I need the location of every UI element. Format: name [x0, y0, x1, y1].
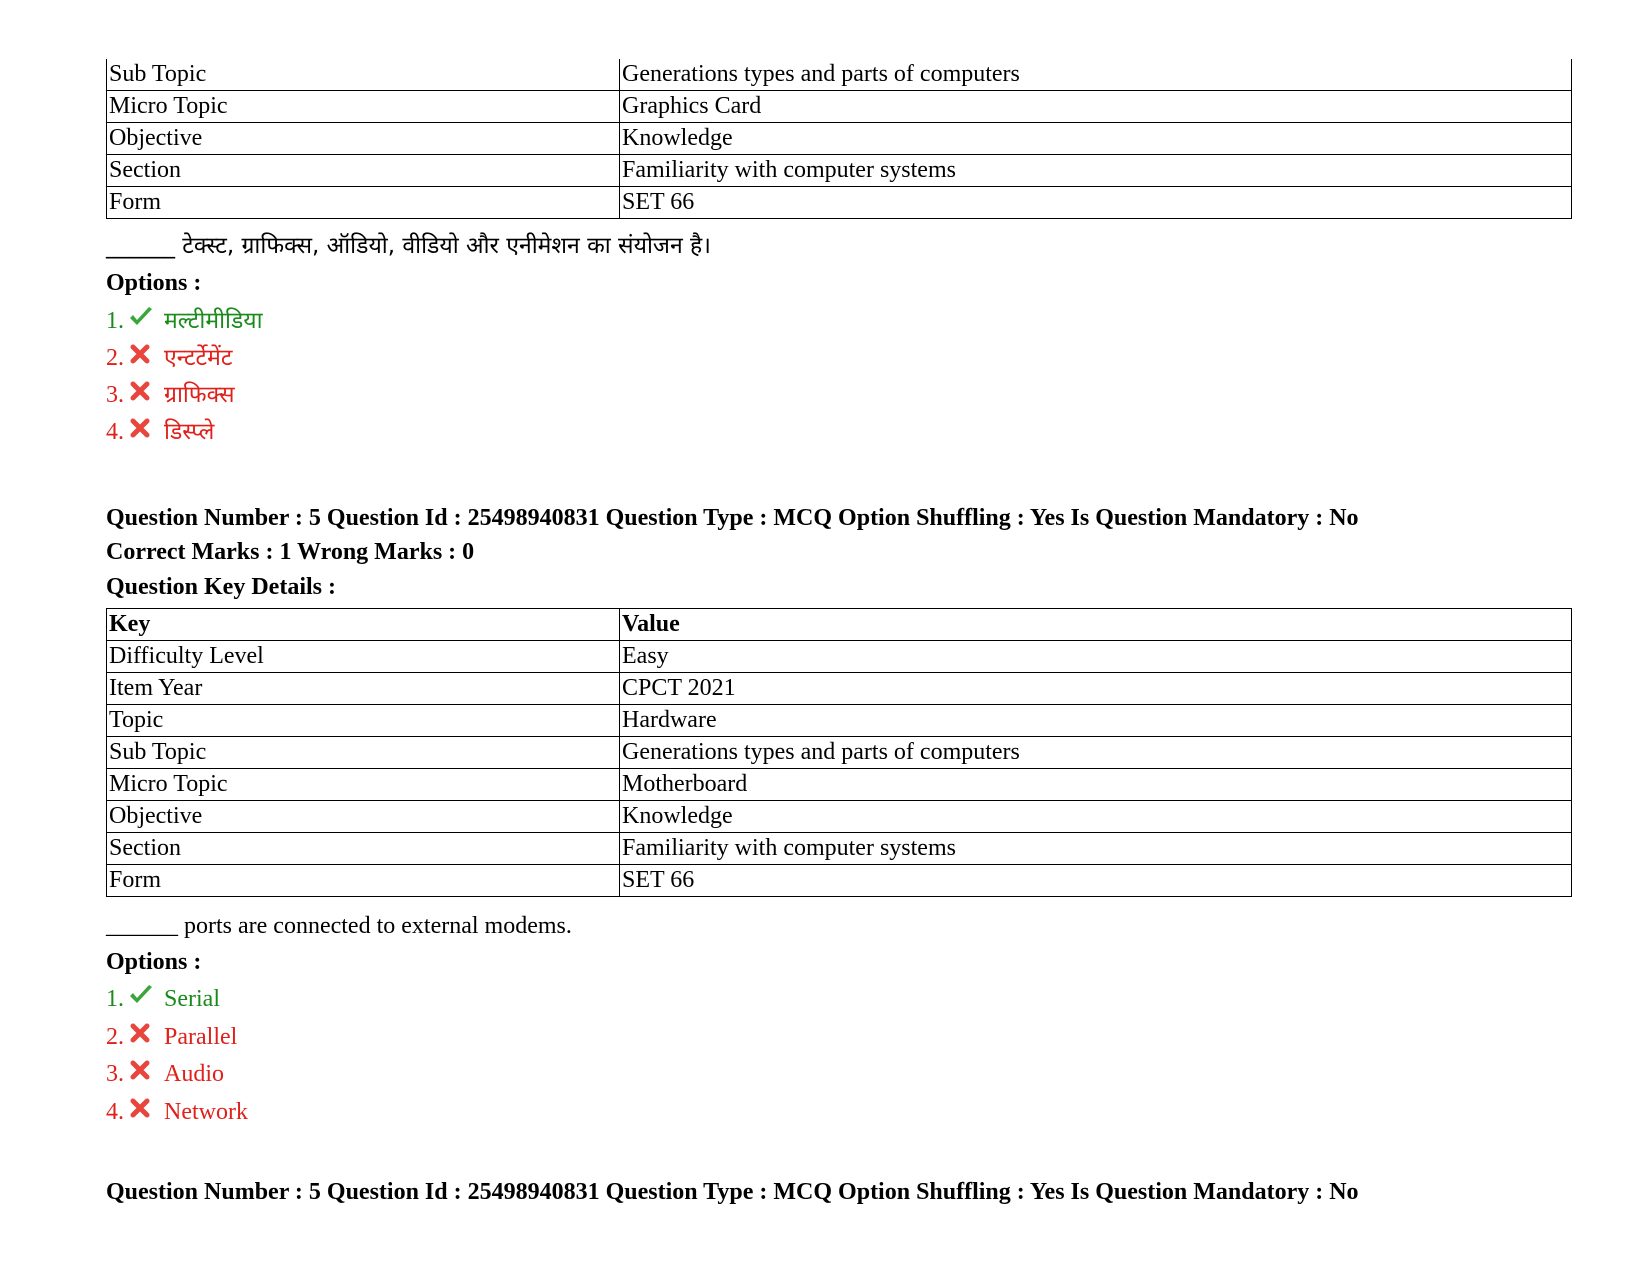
option-text: Network [164, 1099, 248, 1125]
table-cell-value: Easy [620, 641, 1572, 673]
table-cell-key: Objective [107, 801, 620, 833]
option-text: एन्टर्टेमेंट [164, 345, 233, 371]
option-number: 1. [106, 986, 124, 1012]
cross-icon [128, 416, 154, 440]
marks-line: Correct Marks : 1 Wrong Marks : 0 [106, 539, 475, 565]
table-row [107, 59, 1572, 91]
table-row [107, 865, 1572, 897]
option-item [106, 1096, 248, 1128]
table-row [107, 91, 1572, 123]
table-cell-key: Section [107, 833, 620, 865]
option-text: Serial [164, 986, 220, 1012]
table-row [107, 155, 1572, 187]
table-row [107, 769, 1572, 801]
table-row [107, 801, 1572, 833]
option-text: मल्टीमीडिया [164, 308, 263, 334]
option-number: 3. [106, 1061, 124, 1087]
table-cell-value: Motherboard [620, 769, 1572, 801]
option-number: 1. [106, 308, 124, 334]
table-cell-value: Generations types and parts of computers [620, 737, 1572, 769]
cross-icon [128, 342, 154, 366]
options-label: Options : [106, 949, 202, 975]
key-details-table-1 [106, 59, 1572, 219]
table-row [107, 123, 1572, 155]
table-cell-key: Difficulty Level [107, 641, 620, 673]
key-details-label: Question Key Details : [106, 574, 336, 600]
table-cell-key: Topic [107, 705, 620, 737]
option-item [106, 379, 235, 411]
table-cell-value: Generations types and parts of computers [620, 59, 1572, 91]
table-cell-value: Familiarity with computer systems [620, 155, 1572, 187]
table-cell-key: Item Year [107, 673, 620, 705]
question-text: ______ ports are connected to external modems. [106, 913, 572, 939]
table-cell-key: Section [107, 155, 620, 187]
table-cell-value: SET 66 [620, 187, 1572, 219]
option-item [106, 416, 214, 448]
table-cell-key: Objective [107, 123, 620, 155]
option-number: 4. [106, 1099, 124, 1125]
option-item [106, 1021, 237, 1053]
check-icon [128, 983, 154, 1007]
option-item [106, 342, 232, 374]
table-header-value: Value [620, 609, 1572, 641]
table-cell-value: CPCT 2021 [620, 673, 1572, 705]
option-number: 4. [106, 419, 124, 445]
table-cell-key: Form [107, 865, 620, 897]
table-row [107, 641, 1572, 673]
cross-icon [128, 379, 154, 403]
option-item [106, 1058, 224, 1090]
table-cell-key: Micro Topic [107, 769, 620, 801]
table-cell-key: Form [107, 187, 620, 219]
table-cell-key: Sub Topic [107, 59, 620, 91]
table-row [107, 673, 1572, 705]
table-cell-value: Graphics Card [620, 91, 1572, 123]
option-text: डिस्प्ले [164, 419, 215, 445]
table-row [107, 737, 1572, 769]
table-cell-value: SET 66 [620, 865, 1572, 897]
table-cell-key: Micro Topic [107, 91, 620, 123]
check-icon [128, 305, 154, 329]
question-header-line: Question Number : 5 Question Id : 25498940831 Question Type : MCQ Option Shuffling : Yes Is Question Mandatory : No [106, 505, 1359, 531]
table-cell-value: Knowledge [620, 801, 1572, 833]
option-text: Parallel [164, 1024, 238, 1050]
option-item [106, 305, 263, 337]
table-row [107, 187, 1572, 219]
option-number: 2. [106, 345, 124, 371]
question-text: ______ टेक्स्ट, ग्राफिक्स, ऑडियो, वीडियो और एनीमेशन का संयोजन है। [106, 233, 711, 259]
table-cell-value: Hardware [620, 705, 1572, 737]
table-row [107, 705, 1572, 737]
table-row [107, 833, 1572, 865]
table-header-row [107, 609, 1572, 641]
cross-icon [128, 1096, 154, 1120]
table-header-key: Key [107, 609, 620, 641]
option-number: 3. [106, 382, 124, 408]
options-label: Options : [106, 270, 202, 296]
option-text: Audio [164, 1061, 224, 1087]
cross-icon [128, 1021, 154, 1045]
question-header-line: Question Number : 5 Question Id : 25498940831 Question Type : MCQ Option Shuffling : Yes Is Question Mandatory : No [106, 1179, 1359, 1205]
option-text: ग्राफिक्स [164, 382, 235, 408]
table-cell-value: Familiarity with computer systems [620, 833, 1572, 865]
table-cell-key: Sub Topic [107, 737, 620, 769]
table-cell-value: Knowledge [620, 123, 1572, 155]
cross-icon [128, 1058, 154, 1082]
key-details-table-2 [106, 608, 1572, 897]
option-item [106, 983, 220, 1015]
option-number: 2. [106, 1024, 124, 1050]
